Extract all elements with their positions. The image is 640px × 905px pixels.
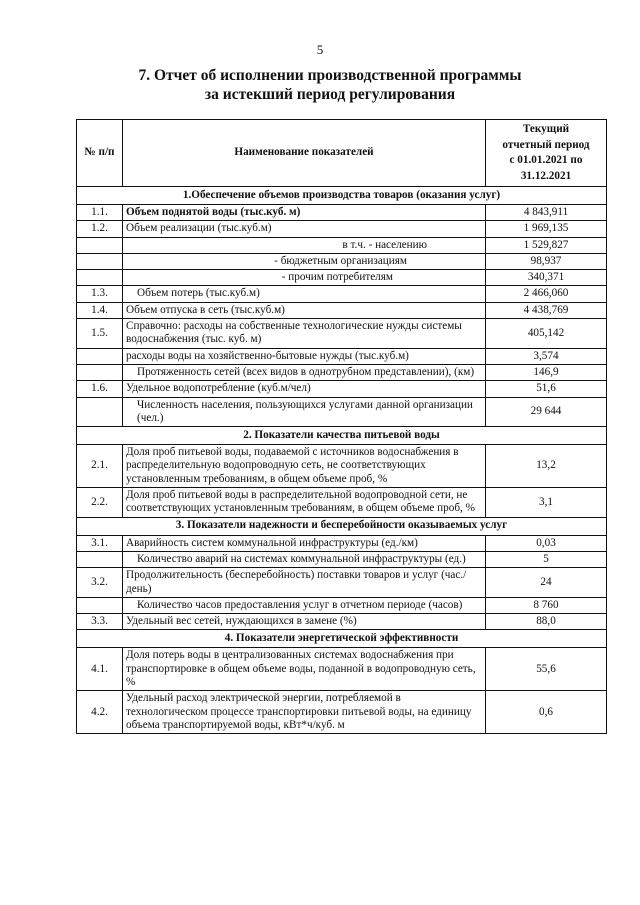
row-value: 13,2 (486, 445, 607, 488)
row-num (77, 597, 123, 613)
table-row (77, 535, 607, 551)
row-num: 3.3. (77, 614, 123, 630)
header-value-line: Текущий (522, 123, 570, 135)
row-name: Объем поднятой воды (тыс.куб. м) (123, 205, 486, 221)
row-value: 88,0 (486, 614, 607, 630)
row-name: Удельный расход электрической энергии, потребляемой в технологическом процессе транспортировки питьевой воды, на единицу объема транспортируемой воды, кВт*ч/куб. м (123, 691, 486, 734)
section-title: 2. Показатели качества питьевой воды (77, 427, 607, 445)
row-value: 340,371 (486, 270, 607, 286)
row-value: 3,1 (486, 488, 607, 518)
row-num: 4.1. (77, 648, 123, 691)
section-row (77, 517, 607, 535)
row-name: - бюджетным организациям (123, 253, 486, 269)
row-name: Аварийность систем коммунальной инфраструктуры (ед./км) (123, 535, 486, 551)
row-num (77, 253, 123, 269)
row-num: 1.5. (77, 319, 123, 349)
table-row (77, 691, 607, 734)
row-value: 51,6 (486, 381, 607, 397)
table-row (77, 381, 607, 397)
table-row (77, 286, 607, 302)
row-num: 1.2. (77, 221, 123, 237)
row-value: 98,937 (486, 253, 607, 269)
section-title: 4. Показатели энергетической эффективности (77, 630, 607, 648)
table-row (77, 551, 607, 567)
table-row (77, 237, 607, 253)
row-name: Численность населения, пользующихся услугами данной организации (чел.) (123, 397, 486, 427)
row-name: - прочим потребителям (123, 270, 486, 286)
row-name: Удельный вес сетей, нуждающихся в замене (%) (123, 614, 486, 630)
row-value: 4 843,911 (486, 205, 607, 221)
row-value: 5 (486, 551, 607, 567)
row-name: Количество аварий на системах коммунальной инфраструктуры (ед.) (123, 551, 486, 567)
row-value: 24 (486, 568, 607, 598)
row-num: 3.1. (77, 535, 123, 551)
row-value: 0,6 (486, 691, 607, 734)
section-row (77, 427, 607, 445)
row-name: Доля проб питьевой воды, подаваемой с источников водоснабжения в распределительную водопроводную сеть, не соответствующих установленным требованиям, в общем объеме проб, % (123, 445, 486, 488)
row-name: Объем реализации (тыс.куб.м) (123, 221, 486, 237)
row-value: 4 438,769 (486, 302, 607, 318)
row-num: 1.3. (77, 286, 123, 302)
row-name: Объем отпуска в сеть (тыс.куб.м) (123, 302, 486, 318)
table-row (77, 597, 607, 613)
row-name: расходы воды на хозяйственно-бытовые нужды (тыс.куб.м) (123, 348, 486, 364)
header-num: № п/п (77, 120, 123, 187)
row-name: Доля потерь воды в централизованных системах водоснабжения при транспортировке в общем объеме воды, поданной в водопроводную сеть, % (123, 648, 486, 691)
table-row (77, 205, 607, 221)
row-num: 2.1. (77, 445, 123, 488)
row-num (77, 551, 123, 567)
table-header-row (77, 120, 607, 187)
header-value-line: отчетный период (502, 138, 590, 151)
table-row (77, 253, 607, 269)
row-num (77, 364, 123, 380)
row-num: 2.2. (77, 488, 123, 518)
table-row (77, 270, 607, 286)
report-title (60, 66, 600, 104)
table-row (77, 364, 607, 380)
report-table (76, 119, 607, 734)
header-value-line: с 01.01.2021 по (509, 154, 583, 166)
table-row (77, 648, 607, 691)
table-row (77, 302, 607, 318)
table-row (77, 397, 607, 427)
row-value: 405,142 (486, 319, 607, 349)
report-title-line-1: 7. Отчет об исполнении производственной программы (138, 67, 522, 84)
row-name: Объем потерь (тыс.куб.м) (123, 286, 486, 302)
header-name: Наименование показателей (123, 120, 486, 187)
page-number: 5 (316, 42, 324, 57)
row-num: 4.2. (77, 691, 123, 734)
row-num: 1.1. (77, 205, 123, 221)
row-value: 8 760 (486, 597, 607, 613)
table-row (77, 568, 607, 598)
row-value: 55,6 (486, 648, 607, 691)
table-row (77, 614, 607, 630)
section-row (77, 187, 607, 205)
row-num (77, 397, 123, 427)
row-name: Количество часов предоставления услуг в отчетном периоде (часов) (123, 597, 486, 613)
row-num (77, 348, 123, 364)
table-row (77, 348, 607, 364)
table-row (77, 488, 607, 518)
row-num: 3.2. (77, 568, 123, 598)
row-name: Справочно: расходы на собственные технологические нужды системы водоснабжения (тыс. куб. м) (123, 319, 486, 349)
row-value: 29 644 (486, 397, 607, 427)
report-title-line-2: за истекший период регулирования (204, 86, 456, 103)
row-name: Доля проб питьевой воды в распределительной водопроводной сети, не соответствующих установленным требованиям, в общем объеме проб, % (123, 488, 486, 518)
row-name: Протяженность сетей (всех видов в однотрубном представлении), (км) (123, 364, 486, 380)
section-row (77, 630, 607, 648)
section-title: 3. Показатели надежности и бесперебойности оказываемых услуг (77, 517, 607, 535)
header-value-line: 31.12.2021 (520, 169, 572, 182)
header-value (486, 120, 607, 187)
row-num (77, 237, 123, 253)
row-num: 1.6. (77, 381, 123, 397)
row-num (77, 270, 123, 286)
row-value: 0,03 (486, 535, 607, 551)
row-name: в т.ч. - населению (123, 237, 486, 253)
row-value: 1 969,135 (486, 221, 607, 237)
row-name: Продолжительность (бесперебойность) поставки товаров и услуг (час./день) (123, 568, 486, 598)
section-title: 1.Обеспечение объемов производства товаров (оказания услуг) (77, 187, 607, 205)
row-value: 3,574 (486, 348, 607, 364)
row-name: Удельное водопотребление (куб.м/чел) (123, 381, 486, 397)
table-row (77, 221, 607, 237)
row-value: 146,9 (486, 364, 607, 380)
row-value: 1 529,827 (486, 237, 607, 253)
table-row (77, 445, 607, 488)
table-row (77, 319, 607, 349)
row-value: 2 466,060 (486, 286, 607, 302)
row-num: 1.4. (77, 302, 123, 318)
